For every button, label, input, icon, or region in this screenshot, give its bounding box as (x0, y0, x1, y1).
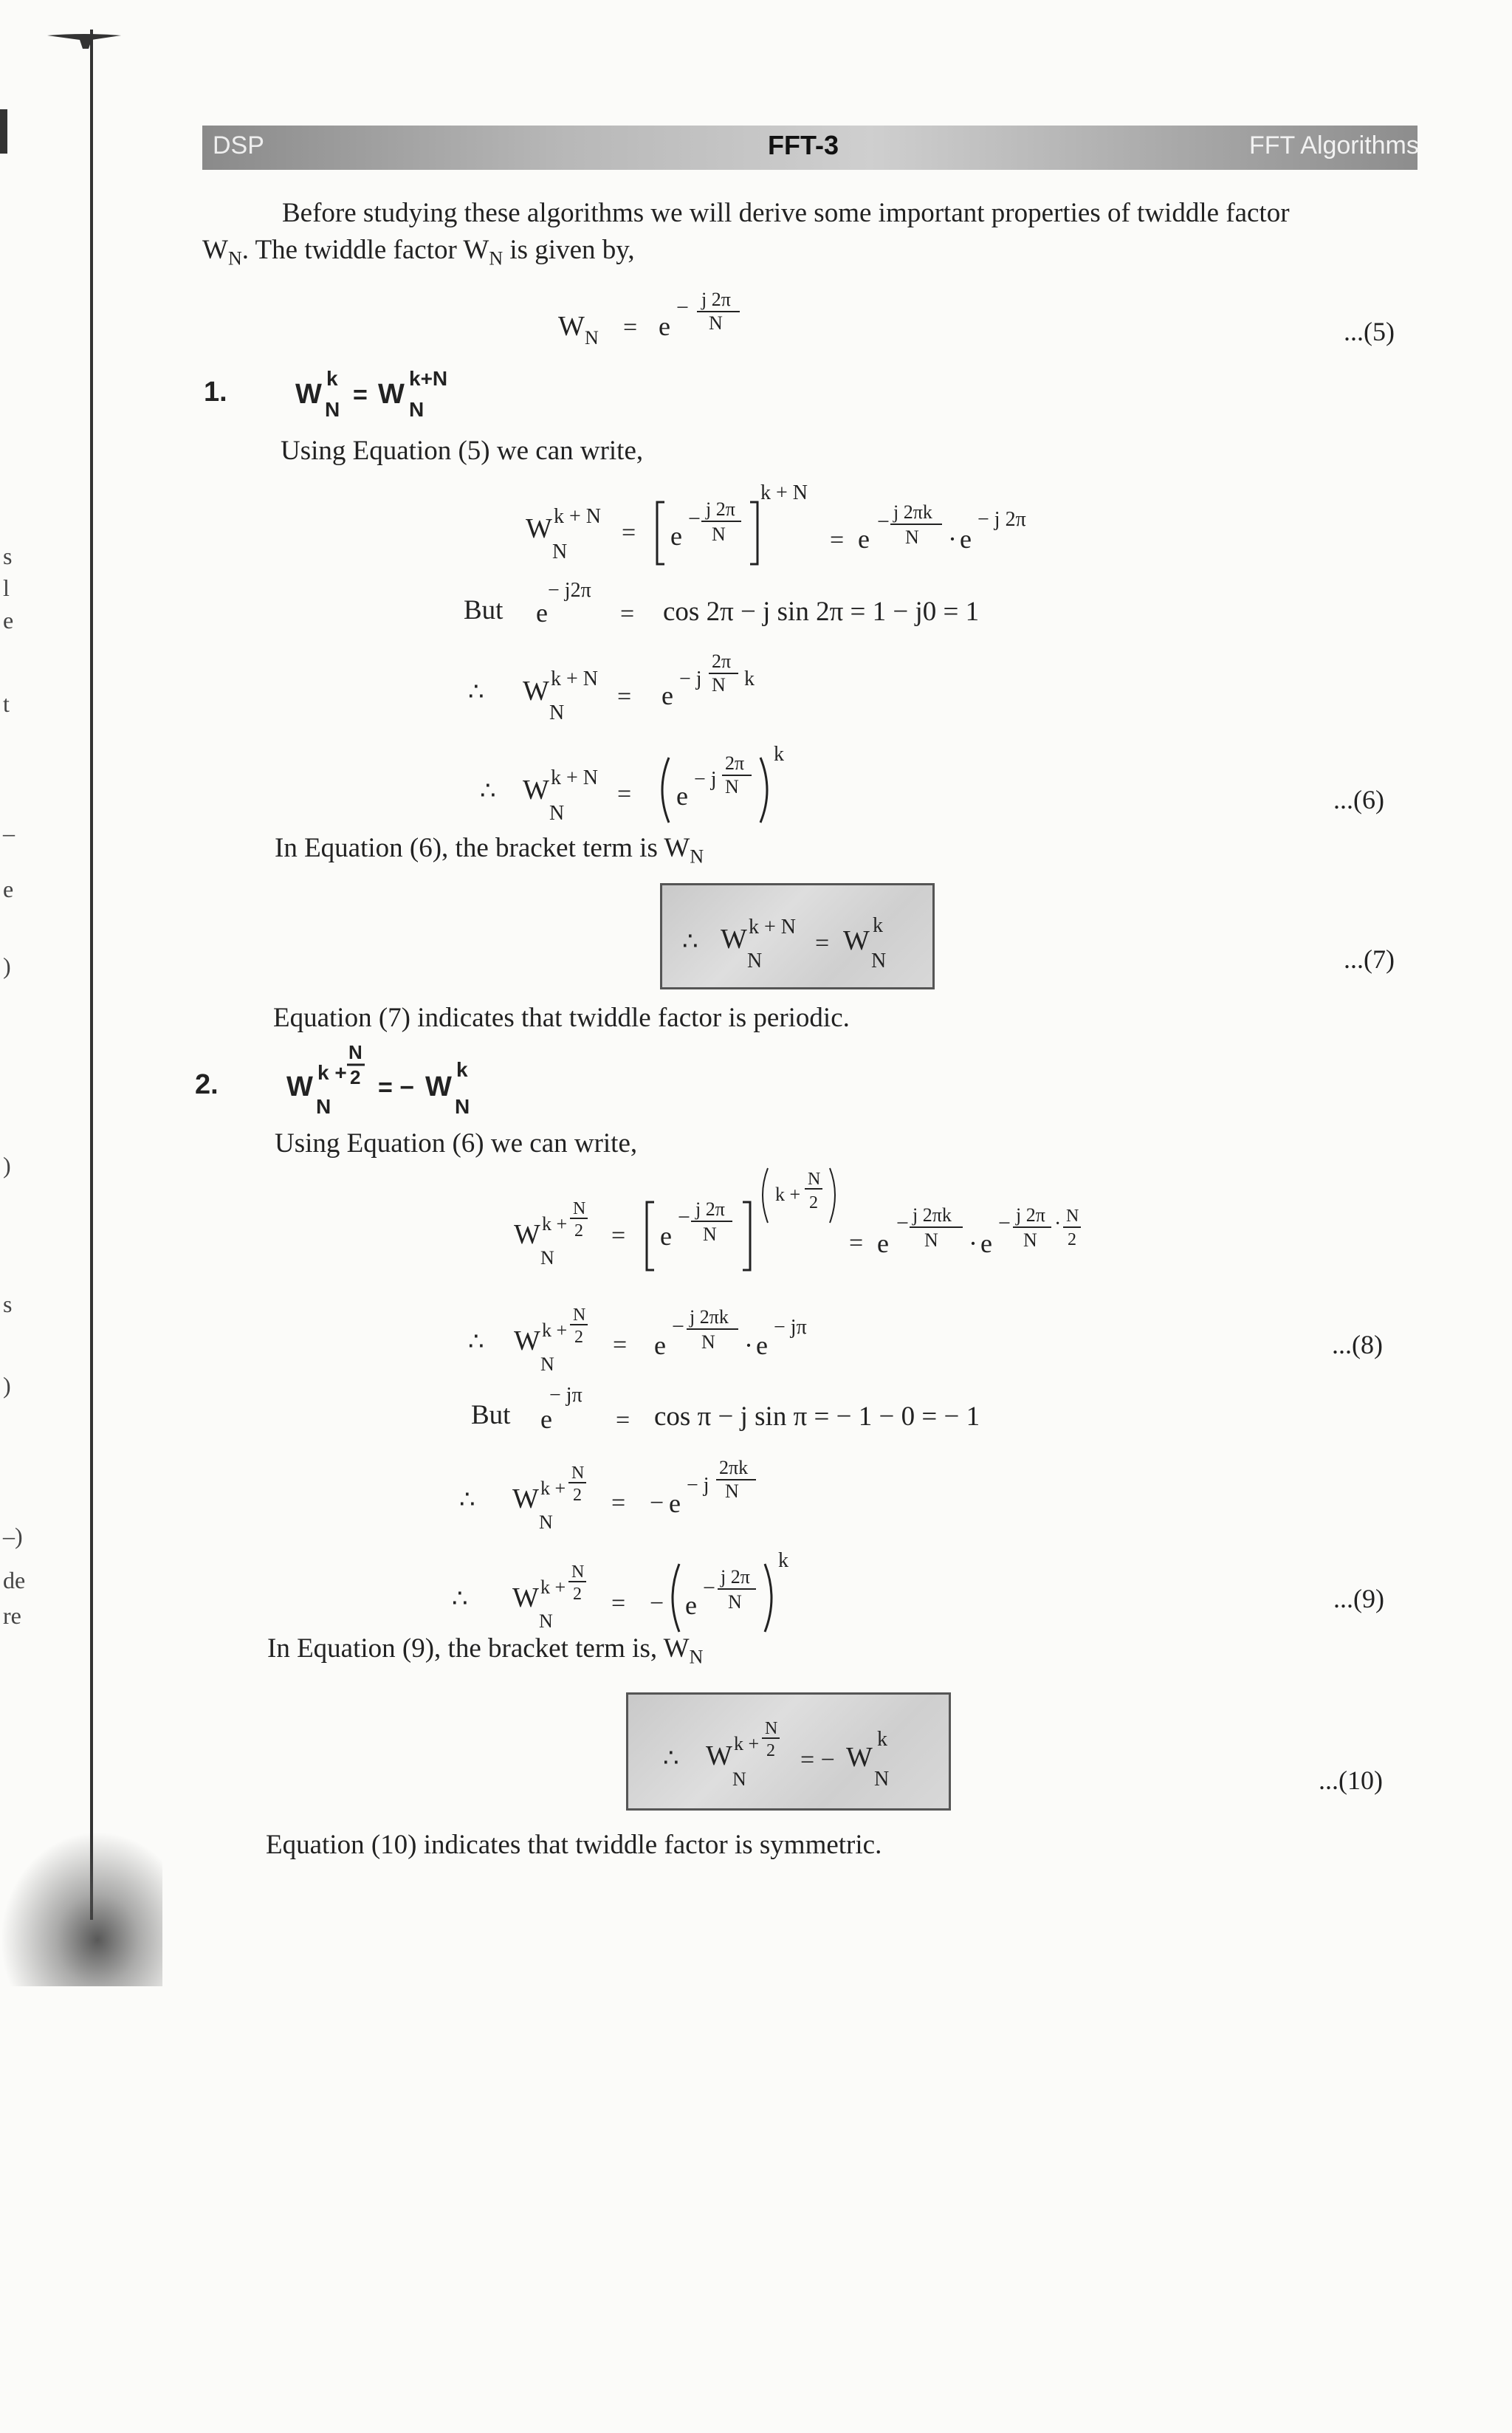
svg-text:∴: ∴ (480, 778, 496, 805)
svg-text:−: − (688, 507, 701, 531)
svg-text:W: W (425, 1071, 452, 1102)
svg-text:2πk: 2πk (719, 1457, 749, 1478)
svg-text:N: N (571, 1562, 585, 1582)
intro-line-1: Before studying these algorithms we will derive some important properties of twiddle factor (282, 198, 1290, 228)
svg-text:k +: k + (542, 1320, 568, 1341)
svg-text:e: e (536, 598, 548, 628)
property-2-but-label: But (471, 1400, 511, 1430)
margin-fragment: s (3, 1291, 13, 1317)
equation-7 (664, 886, 927, 982)
svg-text:N: N (540, 1353, 554, 1375)
svg-text:N: N (1023, 1229, 1037, 1251)
svg-text:=: = (622, 519, 636, 546)
margin-fragment: ) (3, 1152, 11, 1178)
header-left-text: DSP (213, 131, 264, 159)
svg-text:∴: ∴ (459, 1486, 475, 1514)
svg-text:2: 2 (574, 1221, 583, 1240)
property-1-bracket-note (275, 834, 704, 866)
property-1-but-result: cos 2π − j sin 2π = 1 − j0 = 1 (663, 597, 980, 627)
svg-text:2: 2 (350, 1066, 361, 1088)
binding-shadow (0, 1831, 162, 1986)
svg-text:− jπ: − jπ (549, 1384, 583, 1407)
svg-text:W: W (514, 1219, 540, 1250)
svg-text:·: · (744, 1331, 753, 1360)
svg-text:2: 2 (1068, 1230, 1076, 1249)
svg-text:k: k (326, 367, 338, 390)
svg-text:=: = (611, 1222, 626, 1249)
svg-text:N: N (539, 1610, 553, 1632)
svg-text:e: e (669, 1489, 681, 1518)
equation-number-7: ...(7) (1344, 944, 1395, 974)
svg-text:=: = (849, 1229, 864, 1257)
margin-fragment: ) (3, 1372, 11, 1399)
svg-text:N: N (549, 701, 565, 724)
svg-text:N: N (409, 398, 425, 421)
svg-text:j 2π: j 2π (721, 1566, 750, 1588)
property-2-but-exponential (533, 1375, 651, 1441)
intro-text: . The twiddle factor W (241, 235, 489, 265)
equation-number-9: ...(9) (1333, 1584, 1384, 1613)
svg-text:2: 2 (809, 1193, 818, 1212)
svg-text:k + N: k + N (554, 505, 602, 528)
margin-fragment: ) (3, 953, 11, 979)
svg-text:N: N (905, 526, 919, 548)
intro-line-2 (202, 236, 635, 268)
svg-text:e: e (659, 312, 670, 341)
svg-text:2: 2 (573, 1585, 582, 1604)
property-1-heading (292, 353, 484, 427)
svg-text:∴: ∴ (452, 1585, 468, 1613)
property-2-derivation-4 (450, 1534, 834, 1638)
bracket-note-subscript: N (690, 845, 704, 868)
equation-number-10: ...(10) (1319, 1765, 1383, 1795)
svg-text:·: · (948, 524, 957, 554)
svg-text:k +: k + (734, 1733, 760, 1754)
property-1-derivation-3 (465, 728, 805, 831)
svg-text:−: − (877, 509, 890, 534)
svg-text:N: N (871, 950, 887, 972)
property-1-using: Using Equation (5) we can write, (281, 436, 644, 466)
svg-text:− j 2π: − j 2π (977, 508, 1026, 531)
margin-fragment: re (3, 1602, 21, 1629)
property-2-bracket-note (267, 1635, 703, 1667)
intro-subscript: N (489, 247, 504, 270)
property-2-heading (284, 1034, 505, 1130)
svg-text:N: N (747, 950, 763, 972)
svg-text:− j: − j (694, 768, 717, 791)
property-2-but-result: cos π − j sin π = − 1 − 0 = − 1 (654, 1401, 980, 1432)
svg-text:j 2π: j 2π (695, 1198, 725, 1220)
svg-text:e: e (676, 781, 688, 811)
svg-text:−: − (650, 1489, 664, 1517)
property-1-derivation-2 (465, 639, 790, 728)
svg-text:k: k (778, 1549, 788, 1572)
property-2-derivation-2 (458, 1282, 871, 1378)
svg-text:W: W (706, 1740, 732, 1771)
svg-text:N: N (552, 541, 568, 563)
svg-text:W: W (378, 379, 405, 410)
svg-text:k + N: k + N (749, 916, 797, 938)
svg-text:e: e (662, 681, 673, 710)
svg-text:= −: = − (800, 1746, 835, 1774)
svg-text:W: W (843, 925, 870, 956)
svg-text:− j: − j (687, 1474, 709, 1497)
bracket-note-text: In Equation (9), the bracket term is, W (267, 1633, 690, 1664)
svg-text:=: = (353, 381, 368, 409)
svg-text:W: W (846, 1742, 873, 1773)
intro-subscript: N (227, 247, 242, 270)
svg-text:2: 2 (573, 1486, 582, 1505)
svg-text:∴: ∴ (468, 1328, 484, 1356)
svg-text:∴: ∴ (468, 679, 484, 706)
svg-text:W: W (512, 1582, 539, 1613)
svg-text:N: N (539, 1511, 553, 1533)
svg-text:k +: k + (540, 1576, 566, 1598)
svg-text:k: k (456, 1058, 468, 1081)
svg-text:N: N (703, 1224, 717, 1245)
svg-text:N: N (709, 312, 723, 334)
svg-text:k + N: k + N (760, 481, 808, 504)
svg-text:k + N: k + N (551, 766, 599, 789)
svg-text:N: N (712, 674, 726, 696)
svg-text:=: = (815, 930, 830, 957)
svg-text:j 2π: j 2π (1016, 1204, 1045, 1226)
svg-text:·: · (969, 1229, 977, 1258)
bracket-note-subscript: N (689, 1646, 704, 1668)
equation-5 (546, 273, 783, 354)
svg-text:k: k (873, 914, 883, 937)
svg-text:N: N (573, 1305, 586, 1325)
svg-text:·: · (1054, 1212, 1062, 1235)
svg-text:e: e (858, 524, 870, 554)
svg-text:2: 2 (574, 1328, 583, 1347)
svg-text:j 2πk: j 2πk (893, 501, 932, 523)
property-1-but-exponential (527, 569, 653, 635)
svg-text:− j2π: − j2π (548, 579, 591, 602)
svg-text:=: = (617, 780, 632, 808)
svg-text:N: N (732, 1768, 746, 1790)
svg-text:N: N (348, 1041, 362, 1063)
svg-text:∴: ∴ (682, 928, 698, 955)
intro-symbol: W (202, 235, 228, 265)
margin-fragment: e (3, 607, 14, 634)
svg-text:j 2πk: j 2πk (913, 1204, 952, 1226)
margin-fragment: l (3, 574, 10, 601)
svg-text:e: e (980, 1229, 992, 1258)
svg-text:W: W (512, 1483, 539, 1514)
svg-text:−: − (998, 1211, 1011, 1235)
svg-text:∴: ∴ (663, 1745, 679, 1772)
svg-text:e: e (960, 524, 972, 554)
svg-text:N: N (725, 1480, 739, 1502)
svg-text:k + N: k + N (551, 668, 599, 690)
binding-edge-mark (47, 32, 121, 49)
svg-text:W: W (558, 311, 585, 342)
svg-text:−: − (896, 1211, 909, 1235)
svg-text:j 2πk: j 2πk (690, 1306, 729, 1328)
svg-text:k: k (877, 1728, 887, 1751)
scan-margin-mark (0, 109, 7, 154)
svg-text:N: N (585, 327, 599, 349)
margin-fragment: e (3, 876, 14, 902)
svg-text:W: W (295, 379, 322, 410)
property-2-using: Using Equation (6) we can write, (275, 1128, 638, 1159)
svg-text:=: = (830, 526, 845, 554)
binding-edge (90, 30, 93, 1920)
svg-text:N: N (924, 1229, 938, 1251)
property-2-derivation-1 (502, 1162, 1137, 1280)
svg-text:e: e (685, 1590, 697, 1620)
svg-text:W: W (514, 1325, 540, 1356)
svg-text:e: e (540, 1404, 552, 1434)
svg-text:W: W (286, 1071, 313, 1102)
svg-text:k: k (744, 668, 755, 690)
svg-text:N: N (571, 1463, 585, 1483)
property-2-number: 2. (195, 1069, 219, 1100)
svg-text:−: − (678, 1205, 690, 1229)
equation-number-5: ...(5) (1344, 317, 1395, 346)
svg-text:N: N (549, 802, 565, 825)
svg-text:− j: − j (679, 668, 702, 690)
svg-text:=: = (611, 1590, 626, 1617)
property-1-but-label: But (464, 595, 504, 625)
svg-text:=: = (616, 1407, 630, 1434)
svg-text:W: W (523, 775, 549, 806)
svg-text:2π: 2π (725, 752, 745, 774)
svg-text:e: e (654, 1331, 666, 1360)
svg-text:N: N (808, 1170, 821, 1189)
svg-text:e: e (670, 521, 682, 551)
svg-text:e: e (660, 1221, 672, 1251)
svg-text:− jπ: − jπ (774, 1316, 807, 1339)
svg-text:−: − (703, 1576, 715, 1600)
svg-text:N: N (316, 1095, 331, 1118)
intro-text: is given by, (503, 235, 635, 265)
svg-text:j 2π: j 2π (701, 289, 731, 310)
svg-text:N: N (540, 1247, 554, 1269)
equation-number-6: ...(6) (1333, 785, 1384, 814)
svg-text:=: = (613, 1331, 628, 1359)
svg-text:N: N (1066, 1207, 1079, 1226)
svg-text:−: − (650, 1590, 664, 1617)
svg-text:=: = (623, 314, 638, 341)
margin-fragment: t (3, 690, 10, 717)
svg-text:N: N (455, 1095, 470, 1118)
svg-text:=: = (620, 600, 635, 628)
svg-text:N: N (573, 1199, 586, 1218)
svg-text:N: N (712, 524, 726, 545)
equation-number-8: ...(8) (1332, 1330, 1383, 1359)
svg-text:N: N (325, 398, 340, 421)
margin-fragment: –) (3, 1523, 23, 1549)
svg-text:k +: k + (540, 1478, 566, 1499)
margin-fragment: de (3, 1567, 26, 1593)
svg-text:W: W (721, 924, 747, 955)
header-chapter-title: FFT Algorithms (1249, 131, 1419, 159)
margin-fragment: s (3, 543, 13, 569)
svg-text:W: W (523, 676, 549, 707)
svg-text:= −: = − (378, 1074, 415, 1102)
svg-text:=: = (617, 683, 632, 710)
svg-text:e: e (756, 1331, 768, 1360)
property-1-number: 1. (204, 377, 227, 408)
svg-text:k+N: k+N (409, 367, 448, 390)
svg-text:N: N (765, 1719, 778, 1738)
svg-text:N: N (701, 1331, 715, 1353)
margin-fragment: – (3, 820, 15, 846)
svg-text:N: N (728, 1591, 742, 1613)
svg-text:N: N (874, 1768, 890, 1791)
property-1-conclusion: Equation (7) indicates that twiddle factor is periodic. (273, 1003, 850, 1033)
property-2-conclusion: Equation (10) indicates that twiddle factor is symmetric. (266, 1830, 882, 1860)
equation-10 (630, 1695, 944, 1803)
svg-text:2: 2 (766, 1741, 775, 1760)
svg-text:=: = (611, 1489, 626, 1517)
svg-text:−: − (672, 1314, 684, 1339)
svg-text:−: − (676, 295, 689, 320)
svg-text:k: k (774, 743, 784, 766)
property-1-derivation-1 (517, 470, 1078, 573)
svg-text:k +: k + (542, 1213, 568, 1235)
svg-text:2π: 2π (712, 651, 732, 672)
bracket-note-text: In Equation (6), the bracket term is W (275, 833, 690, 863)
svg-text:W: W (526, 513, 552, 544)
svg-text:N: N (725, 776, 739, 797)
property-2-derivation-3 (450, 1440, 805, 1536)
svg-text:j 2π: j 2π (706, 498, 735, 520)
svg-text:k +: k + (317, 1061, 347, 1084)
svg-text:k +: k + (775, 1184, 801, 1205)
svg-text:e: e (877, 1229, 889, 1258)
header-page-number: FFT-3 (768, 130, 839, 160)
